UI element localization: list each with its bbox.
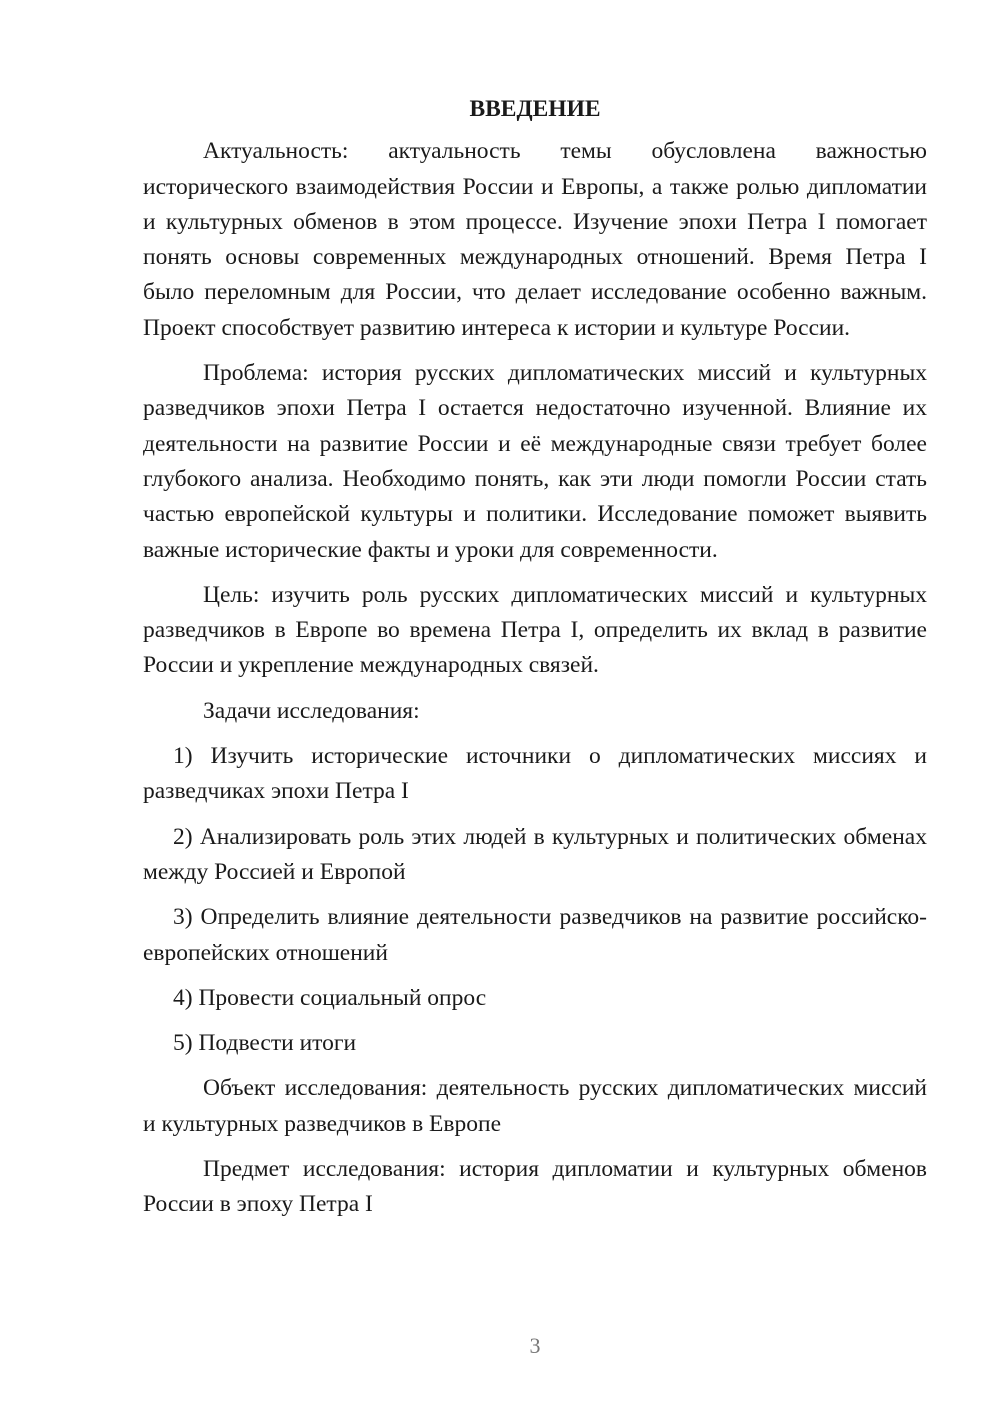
- task-item-4: 4) Провести социальный опрос: [173, 984, 487, 1011]
- page-title: ВВЕДЕНИЕ: [469, 96, 601, 122]
- page-content: [143, 92, 927, 1233]
- paragraph-relevance: Актуальность: актуальность темы обусловлена важностью исторического взаимодействия России и Европы, а также ролью дипломатии и культурных обменов в этом процессе. Изучение эпохи Петра I помогает понять основы современных международных отношений. Время Петра I было переломным для России, что делает исследование особенно важным. Проект способствует развитию интереса к истории и культуре России.: [143, 138, 927, 341]
- paragraph-goal: Цель: изучить роль русских дипломатических миссий и культурных разведчиков в Европе во времена Петра I, определить их вклад в развитие России и укрепление международных связей.: [143, 581, 927, 679]
- task-item-1: 1) Изучить исторические источники о дипломатических миссиях и разведчиках эпохи Петра I: [143, 743, 927, 805]
- page-number: 3: [529, 1333, 541, 1358]
- task-item-3: 3) Определить влияние деятельности разведчиков на развитие российско-европейских отношений: [143, 904, 927, 966]
- paragraph-tasks-heading: Задачи исследования:: [203, 697, 420, 724]
- paragraph-subject: Предмет исследования: история дипломатии и культурных обменов России в эпоху Петра I: [143, 1156, 927, 1218]
- paragraph-object: Объект исследования: деятельность русских дипломатических миссий и культурных разведчиков в Европе: [143, 1075, 927, 1137]
- task-item-2: 2) Анализировать роль этих людей в культурных и политических обменах между Россией и Европой: [143, 823, 927, 885]
- task-item-5: 5) Подвести итоги: [173, 1030, 357, 1057]
- paragraph-problem: Проблема: история русских дипломатических миссий и культурных разведчиков эпохи Петра I остается недостаточно изученной. Влияние их деятельности на развитие России и её международные связи требует более глубокого анализа. Необходимо понять, как эти люди помогли России стать частью европейской культуры и политики. Исследование поможет выявить важные исторические факты и уроки для современности.: [143, 360, 927, 563]
